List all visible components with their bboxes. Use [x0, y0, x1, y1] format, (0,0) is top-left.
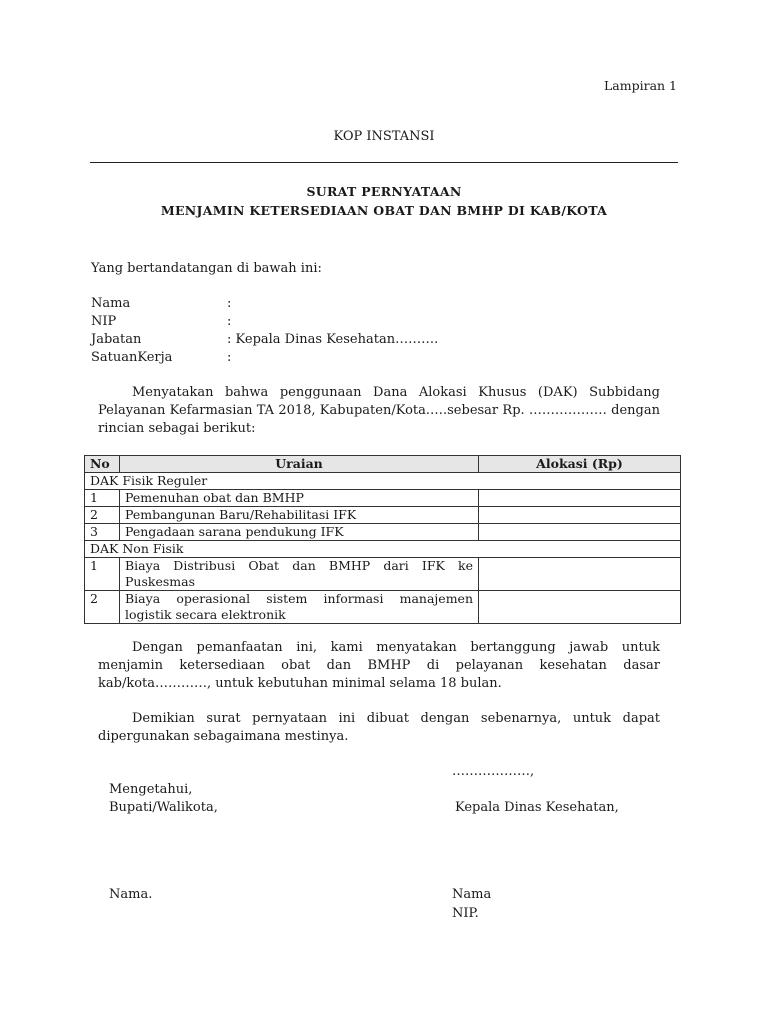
table-row — [85, 490, 681, 507]
table-row — [85, 558, 681, 591]
header-uraian: Uraian — [120, 456, 479, 473]
section-label: DAK Fisik Reguler — [85, 473, 681, 490]
regent-name: Nama. — [109, 887, 153, 902]
row-uraian: Pengadaan sarana pendukung IFK — [120, 524, 479, 541]
regent-title: Bupati/Walikota, — [109, 800, 218, 815]
section-label: DAK Non Fisik — [85, 541, 681, 558]
row-uraian: Pembangunan Baru/Rehabilitasi IFK — [120, 507, 479, 524]
allocation-table — [84, 455, 681, 624]
closing-paragraph — [98, 710, 660, 746]
row-no: 1 — [85, 490, 120, 507]
field-value-nama: : — [227, 296, 232, 311]
commitment-text: Dengan pemanfaatan ini, kami menyatakan bertanggung jawab untuk menjamin ketersediaan obat dan BMHP di pelayanan kesehatan dasar kab/kota…………, untuk kebutuhan minimal selama 18 bulan. — [98, 640, 660, 691]
table-row — [85, 524, 681, 541]
field-value-satuan-kerja: : — [227, 350, 232, 365]
field-value-jabatan: : Kepala Dinas Kesehatan………. — [227, 332, 439, 347]
attachment-label: Lampiran 1 — [603, 78, 677, 93]
row-alokasi — [479, 558, 681, 591]
acknowledged-label: Mengetahui, — [109, 782, 193, 797]
statement-text: Menyatakan bahwa penggunaan Dana Alokasi Khusus (DAK) Subbidang Pelayanan Kefarmasian TA 2018, Kabupaten/Kota.….sebesar Rp. ……………… dengan rincian sebagai berikut: — [98, 385, 660, 436]
commitment-paragraph — [98, 639, 660, 693]
letterhead-placeholder: KOP INSTANSI — [333, 129, 435, 144]
field-value-nip: : — [227, 314, 232, 329]
header-alokasi: Alokasi (Rp) — [479, 456, 681, 473]
row-alokasi — [479, 591, 681, 624]
row-alokasi — [479, 490, 681, 507]
closing-text: Demikian surat pernyataan ini dibuat dengan sebenarnya, untuk dapat dipergunakan sebagaimana mestinya. — [98, 711, 660, 744]
row-no: 2 — [85, 507, 120, 524]
row-no: 2 — [85, 591, 120, 624]
place-date: ………………, — [452, 764, 535, 779]
table-section-row — [85, 541, 681, 558]
health-head-nip: NIP. — [452, 906, 479, 921]
statement-paragraph — [98, 384, 660, 438]
table-row — [85, 591, 681, 624]
table-row — [85, 507, 681, 524]
row-no: 3 — [85, 524, 120, 541]
header-no: No — [85, 456, 120, 473]
row-no: 1 — [85, 558, 120, 591]
field-label-nama: Nama — [91, 296, 131, 311]
field-label-nip: NIP — [91, 314, 117, 329]
intro-text: Yang bertandatangan di bawah ini: — [91, 261, 322, 276]
row-alokasi — [479, 507, 681, 524]
table-section-row — [85, 473, 681, 490]
row-uraian: Biaya operasional sistem informasi manajemen logistik secara elektronik — [120, 591, 479, 624]
header-divider — [90, 162, 678, 163]
document-subtitle: MENJAMIN KETERSEDIAAN OBAT DAN BMHP DI KAB/KOTA — [160, 203, 608, 218]
field-label-satuan-kerja: SatuanKerja — [91, 350, 173, 365]
table-header-row — [85, 456, 681, 473]
document-title: SURAT PERNYATAAN — [306, 184, 462, 199]
health-head-title: Kepala Dinas Kesehatan, — [455, 800, 619, 815]
row-uraian: Biaya Distribusi Obat dan BMHP dari IFK ke Puskesmas — [120, 558, 479, 591]
health-head-name: Nama — [452, 887, 492, 902]
row-uraian: Pemenuhan obat dan BMHP — [120, 490, 479, 507]
row-alokasi — [479, 524, 681, 541]
field-label-jabatan: Jabatan — [91, 332, 142, 347]
